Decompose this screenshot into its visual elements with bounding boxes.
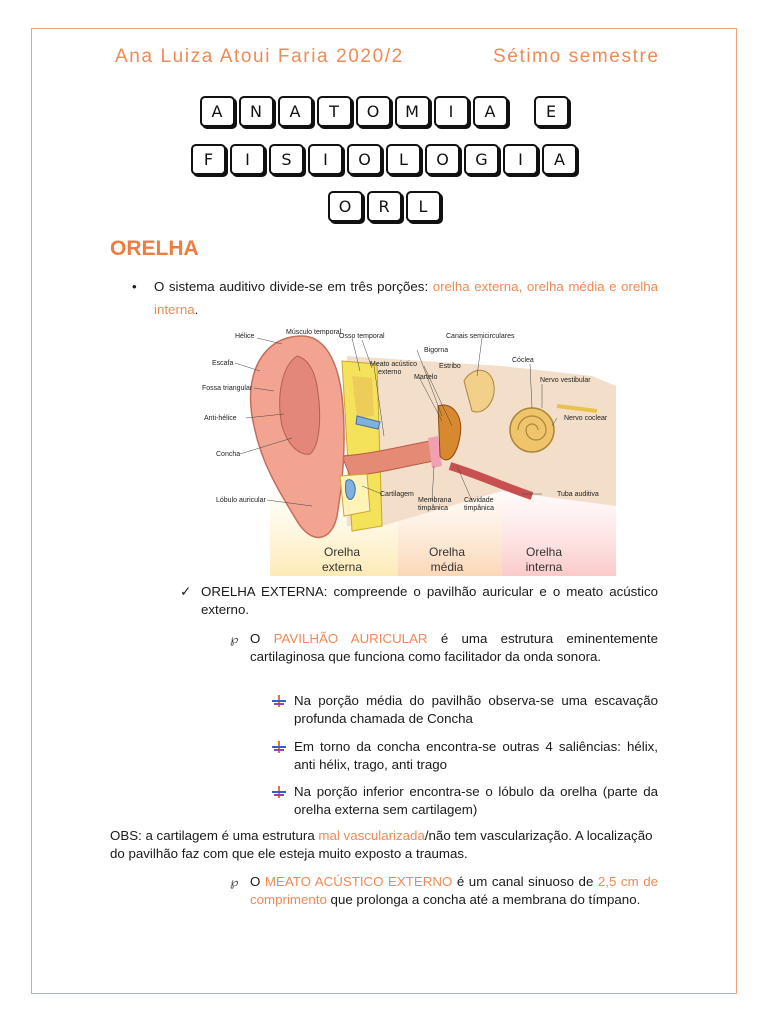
- author-name: Ana Luiza Atoui Faria 2020/2: [115, 46, 404, 67]
- label-nervo-vestibular: Nervo vestibular: [540, 377, 591, 384]
- label-cartilagem: Cartilagem: [380, 491, 414, 498]
- ear-anatomy-illustration: [202, 326, 616, 576]
- cartilage-blue-1: [346, 480, 356, 500]
- intro-suffix: .: [194, 302, 199, 317]
- meato-prefix: O: [250, 874, 265, 889]
- pavilhao-detail-item: [272, 783, 658, 819]
- intro-bullet: [134, 275, 658, 321]
- obs-highlight: mal vascularizada: [318, 828, 425, 843]
- cross-bullet-icon: [272, 786, 286, 798]
- title-tile: S: [269, 144, 304, 175]
- orelha-externa-text: ORELHA EXTERNA: compreende o pavilhão auricular e o meato acústico externo.: [201, 584, 658, 617]
- title-tile: A: [473, 96, 508, 127]
- label-concha: Concha: [216, 451, 241, 458]
- title-tile: F: [191, 144, 226, 175]
- label-membrana-timpanica: timpânica: [418, 505, 448, 512]
- title-tile: L: [406, 191, 441, 222]
- meato-item: [230, 873, 658, 909]
- zone-label-external-2: externa: [321, 560, 363, 574]
- pavilhao-item: [230, 630, 658, 666]
- label-martelo: Martelo: [414, 374, 438, 381]
- label-meato-acustico: Meato acústico: [370, 361, 418, 368]
- title-line-1: [0, 96, 768, 127]
- title-tile: N: [239, 96, 274, 127]
- zone-label-internal-1: Orelha: [525, 545, 563, 559]
- pavilhao-description: é uma estrutura eminentemente cartilaginosa que funciona como facilitador da onda sonora.: [250, 631, 659, 664]
- checkmark-icon: ✓: [180, 584, 192, 599]
- title-tile: I: [308, 144, 343, 175]
- intro-text: [154, 275, 658, 321]
- pavilhao-detail-item: [272, 738, 658, 774]
- cartilage: [340, 474, 370, 516]
- title-tile: I: [434, 96, 469, 127]
- title-tile: E: [534, 96, 569, 127]
- section-title: ORELHA: [110, 237, 199, 260]
- cross-bullet-icon: [272, 695, 286, 707]
- title-tile: T: [317, 96, 352, 127]
- zone-label-external-1: Orelha: [323, 545, 361, 559]
- title-tile: M: [395, 96, 430, 127]
- intro-prefix: O sistema auditivo divide-se em três porções:: [154, 279, 433, 294]
- label-lobulo-auricular: Lóbulo auricular: [216, 497, 266, 504]
- title-tile: O: [328, 191, 363, 222]
- label-coclea: Cóclea: [512, 357, 534, 364]
- label-cavidade-timpanica: timpânica: [464, 505, 494, 512]
- title-tile-gap: [512, 96, 530, 123]
- obs-note: [110, 827, 658, 863]
- title-tile: I: [503, 144, 538, 175]
- pavilhao-detail-text: Na porção inferior encontra-se o lóbulo da orelha (parte da orelha externa sem cartilagem): [294, 784, 658, 817]
- title-line-2: [0, 144, 768, 175]
- label-musculo-temporal: Músculo temporal: [286, 329, 342, 336]
- pavilhao-detail-text: Em torno da concha encontra-se outras 4 saliências: hélix, anti hélix, trago, anti trago: [294, 739, 658, 772]
- label-osso-temporal: Osso temporal: [339, 333, 385, 340]
- sub-bullet-icon: ℘: [230, 875, 239, 889]
- title-tile: A: [200, 96, 235, 127]
- pavilhao-detail-item: [272, 692, 658, 728]
- label-tuba-auditiva: Tuba auditiva: [557, 491, 599, 498]
- title-line-3: [0, 191, 768, 222]
- label-anti-helice: Anti-hélice: [204, 415, 237, 422]
- bullet-icon: •: [132, 279, 137, 294]
- meato-middle: é um canal sinuoso de: [452, 874, 598, 889]
- obs-suffix: /não tem vascularização. A localização do pavilhão faz com que ele esteja muito exposto a traumas.: [110, 828, 653, 861]
- cochlea: [510, 408, 554, 452]
- zone-label-internal-2: interna: [525, 560, 563, 574]
- label-membrana: Membrana: [418, 497, 452, 504]
- intro-highlight: orelha externa, orelha média e orelha interna: [154, 279, 659, 317]
- label-fossa-triangular: Fossa triangular: [202, 385, 253, 392]
- meato-text: [250, 873, 658, 909]
- title-tile: G: [464, 144, 499, 175]
- title-tile: O: [347, 144, 382, 175]
- pavilhao-text: O PAVILHÃO AURICULAR é uma estrutura eminentemente cartilaginosa que funciona como facilitador da onda sonora.: [250, 631, 659, 664]
- meato-highlight: MEATO ACÚSTICO EXTERNO: [264, 874, 453, 889]
- label-helice: Hélice: [235, 333, 255, 340]
- header: [0, 46, 768, 76]
- label-estribo: Estribo: [439, 363, 461, 370]
- title-tile: R: [367, 191, 402, 222]
- meato-suffix: que prolonga a concha até a membrana do tímpano.: [326, 892, 641, 907]
- label-cavidade: Cavidade: [464, 497, 494, 504]
- zone-label-middle-2: média: [430, 560, 464, 574]
- pavilhao-highlight: PAVILHÃO AURICULAR: [273, 631, 428, 646]
- zone-label-middle-1: Orelha: [428, 545, 466, 559]
- title-tile: O: [425, 144, 460, 175]
- cross-bullet-icon: [272, 741, 286, 753]
- title-tile: L: [386, 144, 421, 175]
- label-canais-semicirculares: Canais semicirculares: [446, 333, 515, 340]
- title-tile: A: [278, 96, 313, 127]
- label-escafa: Escafa: [212, 360, 234, 367]
- meato-length-highlight: 2,5 cm de comprimento: [250, 874, 658, 907]
- label-nervo-coclear: Nervo coclear: [564, 415, 608, 422]
- checklist-item-orelha-externa: [180, 583, 658, 619]
- title-tile: I: [230, 144, 265, 175]
- label-meato-externo: externo: [378, 369, 402, 376]
- label-bigorna: Bigorna: [424, 347, 449, 354]
- pavilhao-detail-text: Na porção média do pavilhão observa-se uma escavação profunda chamada de Concha: [294, 693, 658, 726]
- obs-prefix: OBS: a cartilagem é uma estrutura: [110, 828, 319, 843]
- title-tile: O: [356, 96, 391, 127]
- semester-label: Sétimo semestre: [493, 46, 660, 67]
- sub-bullet-icon: ℘: [230, 632, 239, 646]
- title-tile: A: [542, 144, 577, 175]
